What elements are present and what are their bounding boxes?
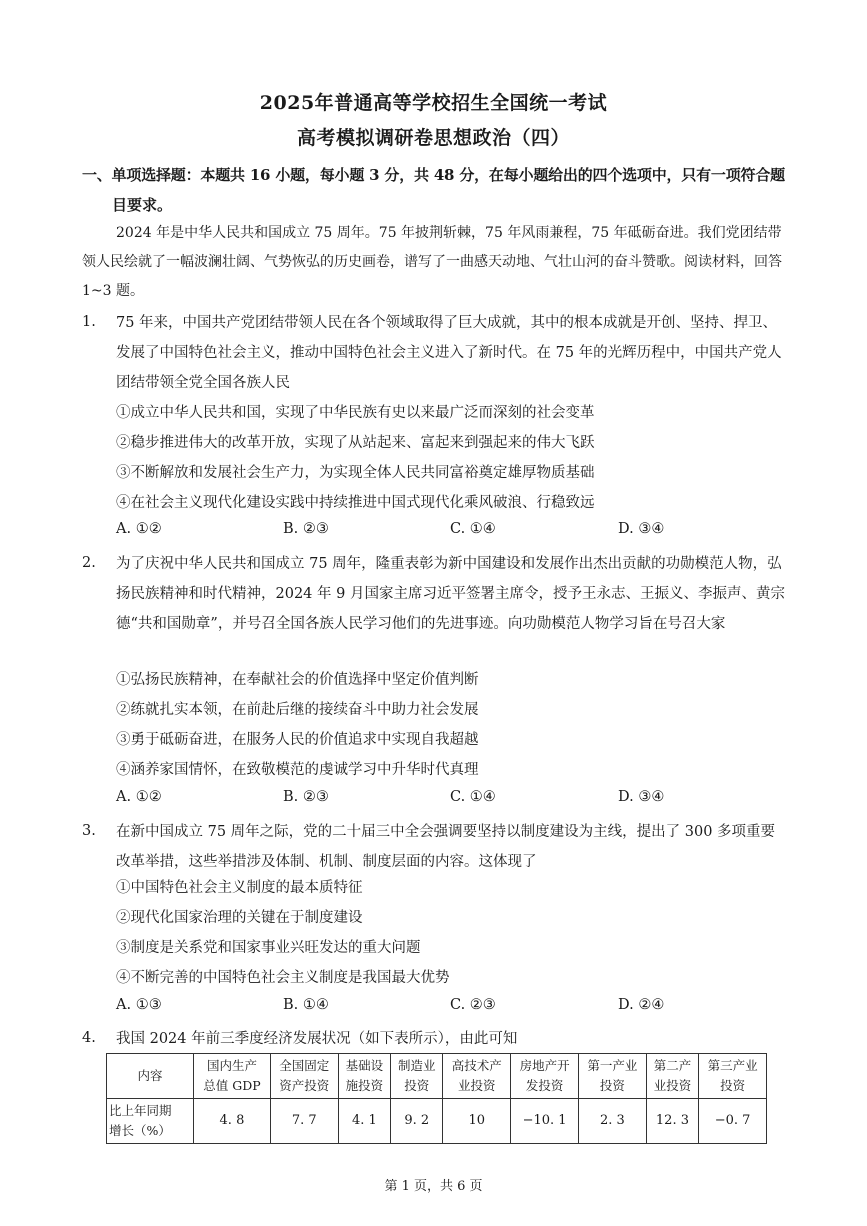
section-heading-line1: 一、单项选择题：本题共 16 小题，每小题 3 分，共 48 分，在每小题给出的四个选项中，只有一项符合题 <box>82 166 785 184</box>
table-header-cell: 基础设 施投资 <box>338 1054 390 1099</box>
question-3-item-3: ③制度是关系党和国家事业兴旺发达的重大问题 <box>116 940 421 956</box>
question-4-number: 4. <box>82 1030 96 1046</box>
question-1-item-2: ②稳步推进伟大的改革开放，实现了从站起来、富起来到强起来的伟大飞跃 <box>116 435 595 451</box>
exam-title: 2025年普通高等学校招生全国统一考试 <box>259 92 608 114</box>
table-row-label: 比上年同期 增长（%） <box>107 1099 194 1144</box>
question-2-choice-b[interactable]: B. ②③ <box>283 789 329 805</box>
question-1-item-4: ④在社会主义现代化建设实践中持续推进中国式现代化乘风破浪、行稳致远 <box>116 495 595 511</box>
table-cell: 2. 3 <box>578 1099 646 1144</box>
table-row <box>107 1099 767 1144</box>
section-heading-line2: 目要求。 <box>112 196 173 214</box>
table-header-cell: 高技术产 业投资 <box>443 1054 511 1099</box>
question-3-stem: 在新中国成立 75 周年之际，党的二十届三中全会强调要坚持以制度建设为主线，提出了 300 多项重要改革举措，这些举措涉及体制、机制、制度层面的内容。这体现了 <box>116 824 776 870</box>
economic-data-table <box>106 1053 767 1144</box>
question-1-item-3: ③不断解放和发展社会生产力，为实现全体人民共同富裕奠定雄厚物质基础 <box>116 465 595 481</box>
question-1-item-1: ①成立中华人民共和国，实现了中华民族有史以来最广泛而深刻的社会变革 <box>116 405 595 421</box>
question-3-choice-a[interactable]: A. ①③ <box>116 997 162 1013</box>
table-header-cell: 第三产业 投资 <box>699 1054 767 1099</box>
question-3-choice-b[interactable]: B. ①④ <box>283 997 329 1013</box>
table-header-cell: 房地产开 发投资 <box>511 1054 579 1099</box>
table-header-cell: 第一产业 投资 <box>578 1054 646 1099</box>
question-3-choice-c[interactable]: C. ②③ <box>450 997 496 1013</box>
table-header-row <box>107 1054 767 1099</box>
question-2-item-2: ②练就扎实本领，在前赴后继的接续奋斗中助力社会发展 <box>116 702 479 718</box>
table-header-cell: 全国固定 资产投资 <box>270 1054 338 1099</box>
table-cell: −0. 7 <box>699 1099 767 1144</box>
question-3-item-4: ④不断完善的中国特色社会主义制度是我国最大优势 <box>116 970 450 986</box>
question-1-choice-c[interactable]: C. ①④ <box>450 521 496 537</box>
question-3-choice-d[interactable]: D. ②④ <box>618 997 665 1013</box>
question-2-choice-a[interactable]: A. ①② <box>116 789 162 805</box>
question-2-item-1: ①弘扬民族精神，在奉献社会的价值选择中坚定价值判断 <box>116 672 479 688</box>
question-1-choice-b[interactable]: B. ②③ <box>283 521 329 537</box>
table-header-cell: 第二产 业投资 <box>646 1054 698 1099</box>
question-2-stem: 为了庆祝中华人民共和国成立 75 周年，隆重表彰为新中国建设和发展作出杰出贡献的功勋模范人物，弘扬民族精神和时代精神，2024 年 9 月国家主席习近平签署主席令，授予王永志、王振义、李振声、黄宗德“共和国勋章”，并号召全国各族人民学习他们的先进事迹。向功勋模范人物学习旨在号召大家 <box>116 556 785 632</box>
table-cell: 12. 3 <box>646 1099 698 1144</box>
question-4-stem: 我国 2024 年前三季度经济发展状况（如下表所示），由此可知 <box>116 1031 518 1047</box>
table-cell: 4. 1 <box>338 1099 390 1144</box>
table-cell: 7. 7 <box>270 1099 338 1144</box>
question-1-choice-a[interactable]: A. ①② <box>116 521 162 537</box>
question-1-stem: 75 年来，中国共产党团结带领人民在各个领域取得了巨大成就，其中的根本成就是开创、坚持、捍卫、发展了中国特色社会主义，推动中国特色社会主义进入了新时代。在 75 年的光辉历程中，中国共产党人团结带领全党全国各族人民 <box>116 315 782 391</box>
table-header-cell: 国内生产 总值 GDP <box>194 1054 271 1099</box>
question-2-choice-c[interactable]: C. ①④ <box>450 789 496 805</box>
question-2-choice-d[interactable]: D. ③④ <box>618 789 665 805</box>
table-cell: 9. 2 <box>391 1099 443 1144</box>
question-2-item-4: ④涵养家国情怀，在致敬模范的虔诚学习中升华时代真理 <box>116 762 479 778</box>
exam-subtitle: 高考模拟调研卷思想政治（四） <box>296 127 570 149</box>
section-heading <box>82 160 785 220</box>
question-2-number: 2. <box>82 555 96 571</box>
table-header-cell: 制造业 投资 <box>391 1054 443 1099</box>
question-3-item-1: ①中国特色社会主义制度的最本质特征 <box>116 880 363 896</box>
table-header-cell: 内容 <box>107 1054 194 1099</box>
table-cell: −10. 1 <box>511 1099 579 1144</box>
question-1-choice-d[interactable]: D. ③④ <box>618 521 665 537</box>
question-1-number: 1. <box>82 314 96 330</box>
table-cell: 10 <box>443 1099 511 1144</box>
page-footer: 第 1 页，共 6 页 <box>384 1179 483 1194</box>
question-3-number: 3. <box>82 823 96 839</box>
table-cell: 4. 8 <box>194 1099 271 1144</box>
question-3-item-2: ②现代化国家治理的关键在于制度建设 <box>116 910 363 926</box>
reading-material: 2024 年是中华人民共和国成立 75 周年。75 年披荆斩棘，75 年风雨兼程，75 年砥砺奋进。我们党团结带领人民绘就了一幅波澜壮阔、气势恢弘的历史画卷，谱写了一曲感天动地、气壮山河的奋斗赞歌。阅读材料，回答 1~3 题。 <box>82 225 782 299</box>
question-2-item-3: ③勇于砥砺奋进，在服务人民的价值追求中实现自我超越 <box>116 732 479 748</box>
